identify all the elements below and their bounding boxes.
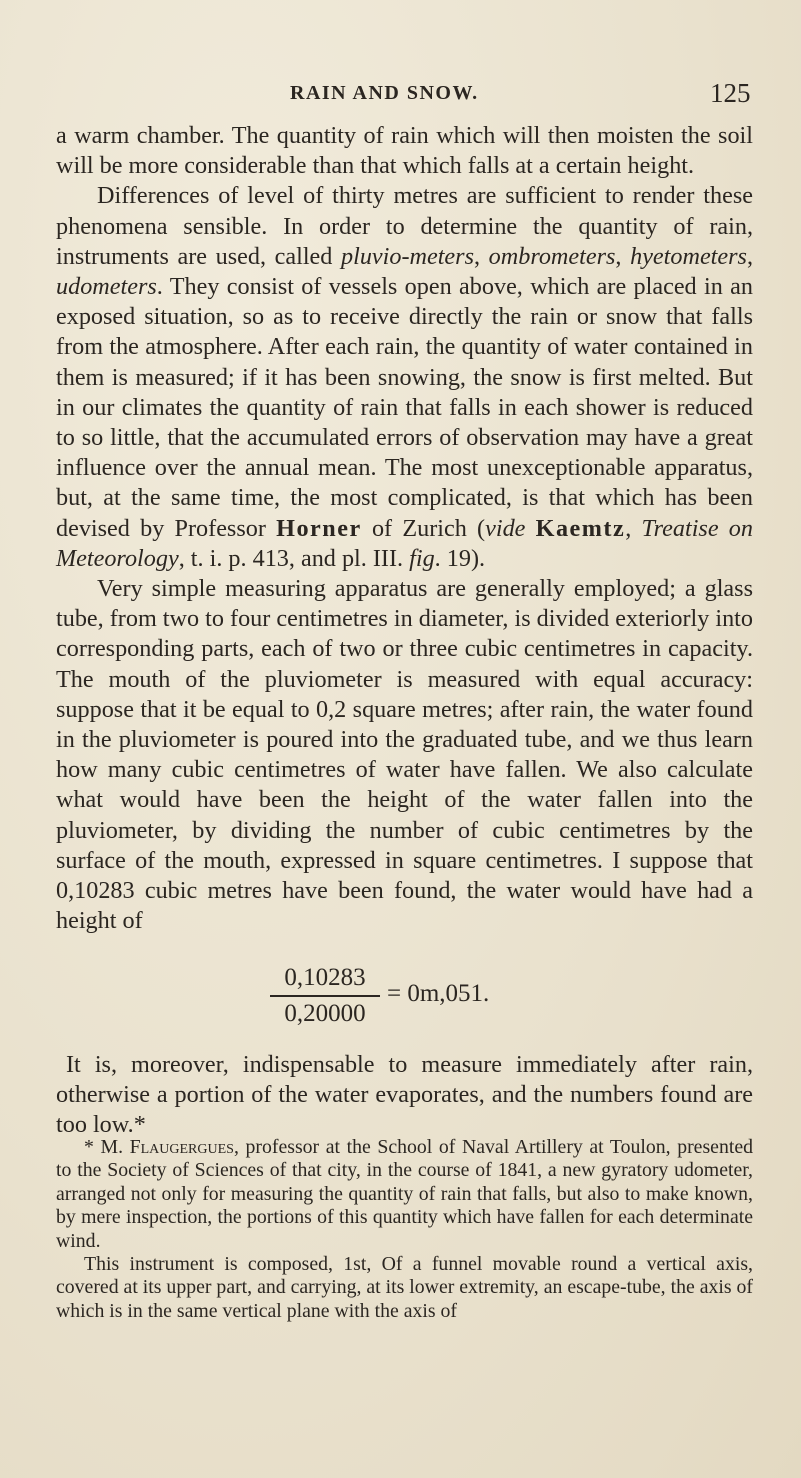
p2-text-j: , t. i. p. 413, and pl. — [178, 544, 373, 572]
p2-roman: III — [372, 544, 398, 572]
formula-fraction — [270, 963, 380, 1029]
p2-text-g: of Zurich ( — [361, 514, 486, 542]
footnote — [56, 1136, 753, 1323]
p2-text-f: . They consist of vessels open above, which are placed in an exposed situation, so as to receive directly the rain or snow that falls from the atmosphere. After each rain, the quantity of water contained in them is measured; if it has been snowing, the snow is first melted. But in our climates the quantity of rain that falls in each shower is reduced to so little, that the accumulated errors of observation may have a great influence over the annual mean. The most unexceptionable apparatus, but, at the same time, the most complicated, is that which has been devised by Professor — [56, 273, 753, 542]
p2-text-a: Differences of level of thirty metres are sufficient to render these phenomena sensible. In order to determine the quantity of rain, instruments are used, called — [56, 182, 753, 270]
footnote-text-1: , professor at the School of Naval Artillery at Toulon, presented to the Society of Sciences of that city, in the course of 1841, a new gyratory udometer, arranged not only for measuring the quantity of rain that falls, but also to make known, by mere inspection, the portions of this quantity which have fallen for each determinate wind. — [56, 1136, 753, 1252]
formula-result: = 0m,051. — [387, 980, 490, 1007]
page-number: 125 — [710, 78, 751, 108]
page-header — [0, 78, 801, 112]
p2-text-l: . 19). — [434, 544, 486, 572]
paragraph-1: a warm chamber. The quantity of rain which will then moisten the soil will be more considerable than that which falls at a certain height. — [56, 122, 753, 180]
p2-fig: fig — [409, 544, 435, 572]
p2-pluviometers: pluvio-meters — [341, 242, 474, 270]
fraction-bar — [270, 995, 380, 997]
running-head: RAIN AND SNOW. — [290, 82, 479, 104]
p2-horner: Horner — [276, 514, 362, 542]
p2-sep: , — [474, 242, 489, 270]
p2-kaemtz: Kaemtz — [535, 514, 626, 542]
paragraph-3: Very simple measuring apparatus are generally employed; a glass tube, from two to four centimetres in diameter, is divided exteriorly into corresponding parts, each of two or three cubic centimetres in capacity. The mouth of the pluviometer is measured with equal accuracy: suppose that it be equal to 0,2 square metres; after rain, the water found in the pluviometer is poured into the graduated tube, and we thus learn how many cubic centimetres of water have fallen. We also calculate what would have been the height of the water fallen into the pluviometer, by dividing the number of cubic centimetres by the surface of the mouth, expressed in square centimetres. I suppose that 0,10283 cubic metres have been found, the water would have had a height of — [56, 575, 753, 935]
footnote-marker: * M. — [84, 1136, 130, 1158]
footnote-name: Flaugergues — [129, 1136, 234, 1158]
p2-sep: , — [625, 514, 642, 542]
p2-sep: , — [615, 242, 631, 270]
p2-treatise: Treatise on Meteorology — [56, 514, 753, 572]
p2-ombrometers: ombrometers — [488, 242, 616, 270]
p2-sep: . — [397, 544, 410, 572]
paragraph-4: It is, moreover, indispensable to measure immediately after rain, otherwise a portion of the water evaporates, and the numbers found are too low.* — [56, 1051, 753, 1139]
footnote-paragraph-1 — [56, 1136, 753, 1253]
p2-hyetometers: hyetometers — [630, 242, 747, 270]
footnote-paragraph-2: This instrument is composed, 1st, Of a funnel movable round a vertical axis, covered at its upper part, and carrying, at its lower extremity, an escape-tube, the axis of which is in the same vertical plane with the axis of — [56, 1253, 753, 1322]
p2-udometers: udometers — [56, 273, 157, 301]
body-text — [56, 121, 753, 936]
paragraph-2 — [56, 181, 753, 574]
closing-text — [56, 1050, 753, 1141]
p2-vide: vide — [485, 514, 526, 542]
formula-numerator: 0,10283 — [284, 964, 366, 991]
p2-sep — [525, 515, 535, 542]
p2-sep: , — [746, 242, 754, 270]
formula-denominator: 0,20000 — [284, 1000, 366, 1027]
